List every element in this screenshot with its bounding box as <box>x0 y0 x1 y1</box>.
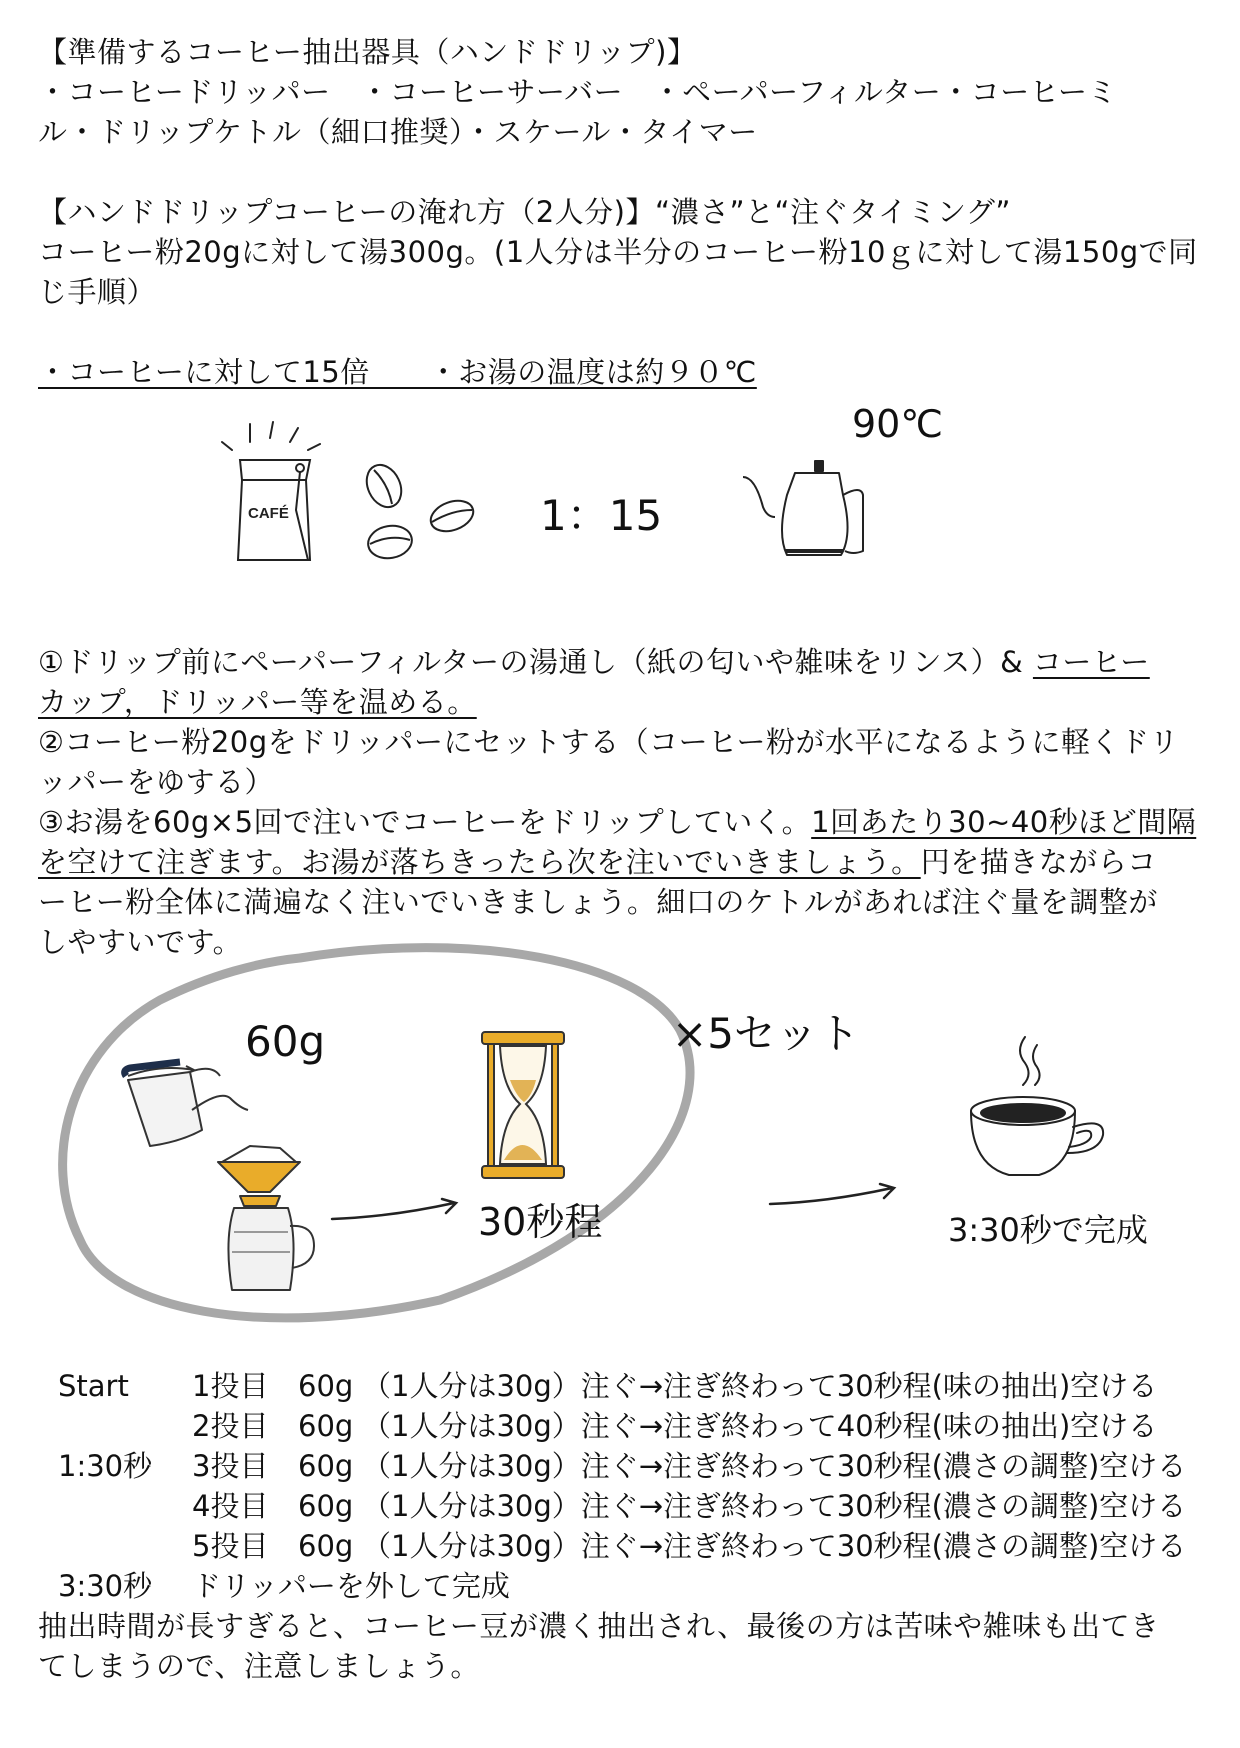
wait-time-label: 30秒程 <box>478 1200 603 1244</box>
step1-line2: カップ，ドリッパー等を温める。 <box>38 685 477 719</box>
step3-text-2: 円を描きながらコ <box>920 845 1157 879</box>
schedule-pour: 3投目 <box>192 1449 269 1483</box>
bag-label: CAFÉ <box>248 505 289 522</box>
schedule-time: Start <box>58 1369 129 1403</box>
finish-time: 3:30秒 <box>58 1569 153 1603</box>
step3-text: ③お湯を60g×5回で注いでコーヒーをドリップしていく。 <box>38 805 812 839</box>
schedule-pour: 5投目 <box>192 1529 269 1563</box>
warning-line2: てしまうので、注意しましょう。 <box>38 1649 480 1683</box>
schedule-pour: 2投目 <box>192 1409 269 1443</box>
schedule-note: （1人分は30g）注ぐ→注ぎ終わって40秒程(味の抽出)空ける <box>362 1409 1158 1443</box>
completion-label: 3:30秒で完成 <box>948 1211 1148 1249</box>
equipment-list-line1: ・コーヒードリッパー ・コーヒーサーバー ・ペーパーフィルター・コーヒーミ <box>38 75 1118 109</box>
step3-line3: ーヒー粉全体に満遍なく注いでいきましょう。細口のケトルがあれば注ぐ量を調整が <box>38 885 1158 919</box>
schedule-pour: 4投目 <box>192 1489 269 1523</box>
step2-line1: ②コーヒー粉20gをドリッパーにセットする（コーヒー粉が水平になるように軽くドリ <box>38 725 1179 759</box>
temperature-label: 90℃ <box>852 402 944 446</box>
schedule-amount: 60g <box>298 1489 354 1523</box>
repeat-sets-label: ×5セット <box>672 1009 860 1058</box>
schedule-amount: 60g <box>298 1529 354 1563</box>
ratio-label: 1：15 <box>540 491 663 540</box>
arrow-right-icon-2 <box>768 1180 898 1210</box>
step1-text: ①ドリップ前にペーパーフィルターの湯通し（紙の匂いや雑味をリンス）& <box>38 645 1033 679</box>
schedule-pour: 1投目 <box>192 1369 269 1403</box>
arrow-right-icon <box>330 1195 460 1225</box>
schedule-note: （1人分は30g）注ぐ→注ぎ終わって30秒程(濃さの調整)空ける <box>362 1529 1187 1563</box>
dripper-server-icon <box>210 1140 320 1300</box>
method-desc-line2: じ手順） <box>38 275 157 309</box>
equipment-title: 【準備するコーヒー抽出器具（ハンドドリップ)】 <box>38 35 697 69</box>
step3-underlined-2: を空けて注ぎます。お湯が落ちきったら次を注いでいきましょう。 <box>38 845 921 879</box>
schedule-note: （1人分は30g）注ぐ→注ぎ終わって30秒程(濃さの調整)空ける <box>362 1489 1187 1523</box>
equipment-list-line2: ル・ドリップケトル（細口推奨）・スケール・タイマー <box>38 115 758 149</box>
finish-text: ドリッパーを外して完成 <box>192 1569 510 1603</box>
step3-line4: しやすいです。 <box>38 925 243 959</box>
coffee-cup-icon <box>965 1035 1115 1185</box>
schedule-amount: 60g <box>298 1409 354 1443</box>
step2-line2: ッパーをゆする） <box>38 765 275 799</box>
schedule-amount: 60g <box>298 1449 354 1483</box>
schedule-note: （1人分は30g）注ぐ→注ぎ終わって30秒程(濃さの調整)空ける <box>362 1449 1187 1483</box>
method-desc-line1: コーヒー粉20gに対して湯300g。(1人分は半分のコーヒー粉10ｇに対して湯150gで同 <box>38 235 1198 269</box>
schedule-note: （1人分は30g）注ぐ→注ぎ終わって30秒程(味の抽出)空ける <box>362 1369 1158 1403</box>
hourglass-icon <box>478 1030 568 1180</box>
schedule-time: 1:30秒 <box>58 1449 153 1483</box>
step3-underlined: 1回あたり30~40秒ほど間隔 <box>811 805 1197 839</box>
pour-amount-label: 60g <box>245 1017 326 1066</box>
step1-underlined: コーヒー <box>1032 645 1150 679</box>
ratio-temperature-note: ・コーヒーに対して15倍 ・お湯の温度は約９０℃ <box>38 355 757 389</box>
warning-line1: 抽出時間が長すぎると、コーヒー豆が濃く抽出され、最後の方は苦味や雑味も出てき <box>38 1609 1160 1643</box>
method-title: 【ハンドドリップコーヒーの淹れ方（2人分)】“濃さ”と“注ぐタイミング” <box>38 195 1011 229</box>
schedule-amount: 60g <box>298 1369 354 1403</box>
